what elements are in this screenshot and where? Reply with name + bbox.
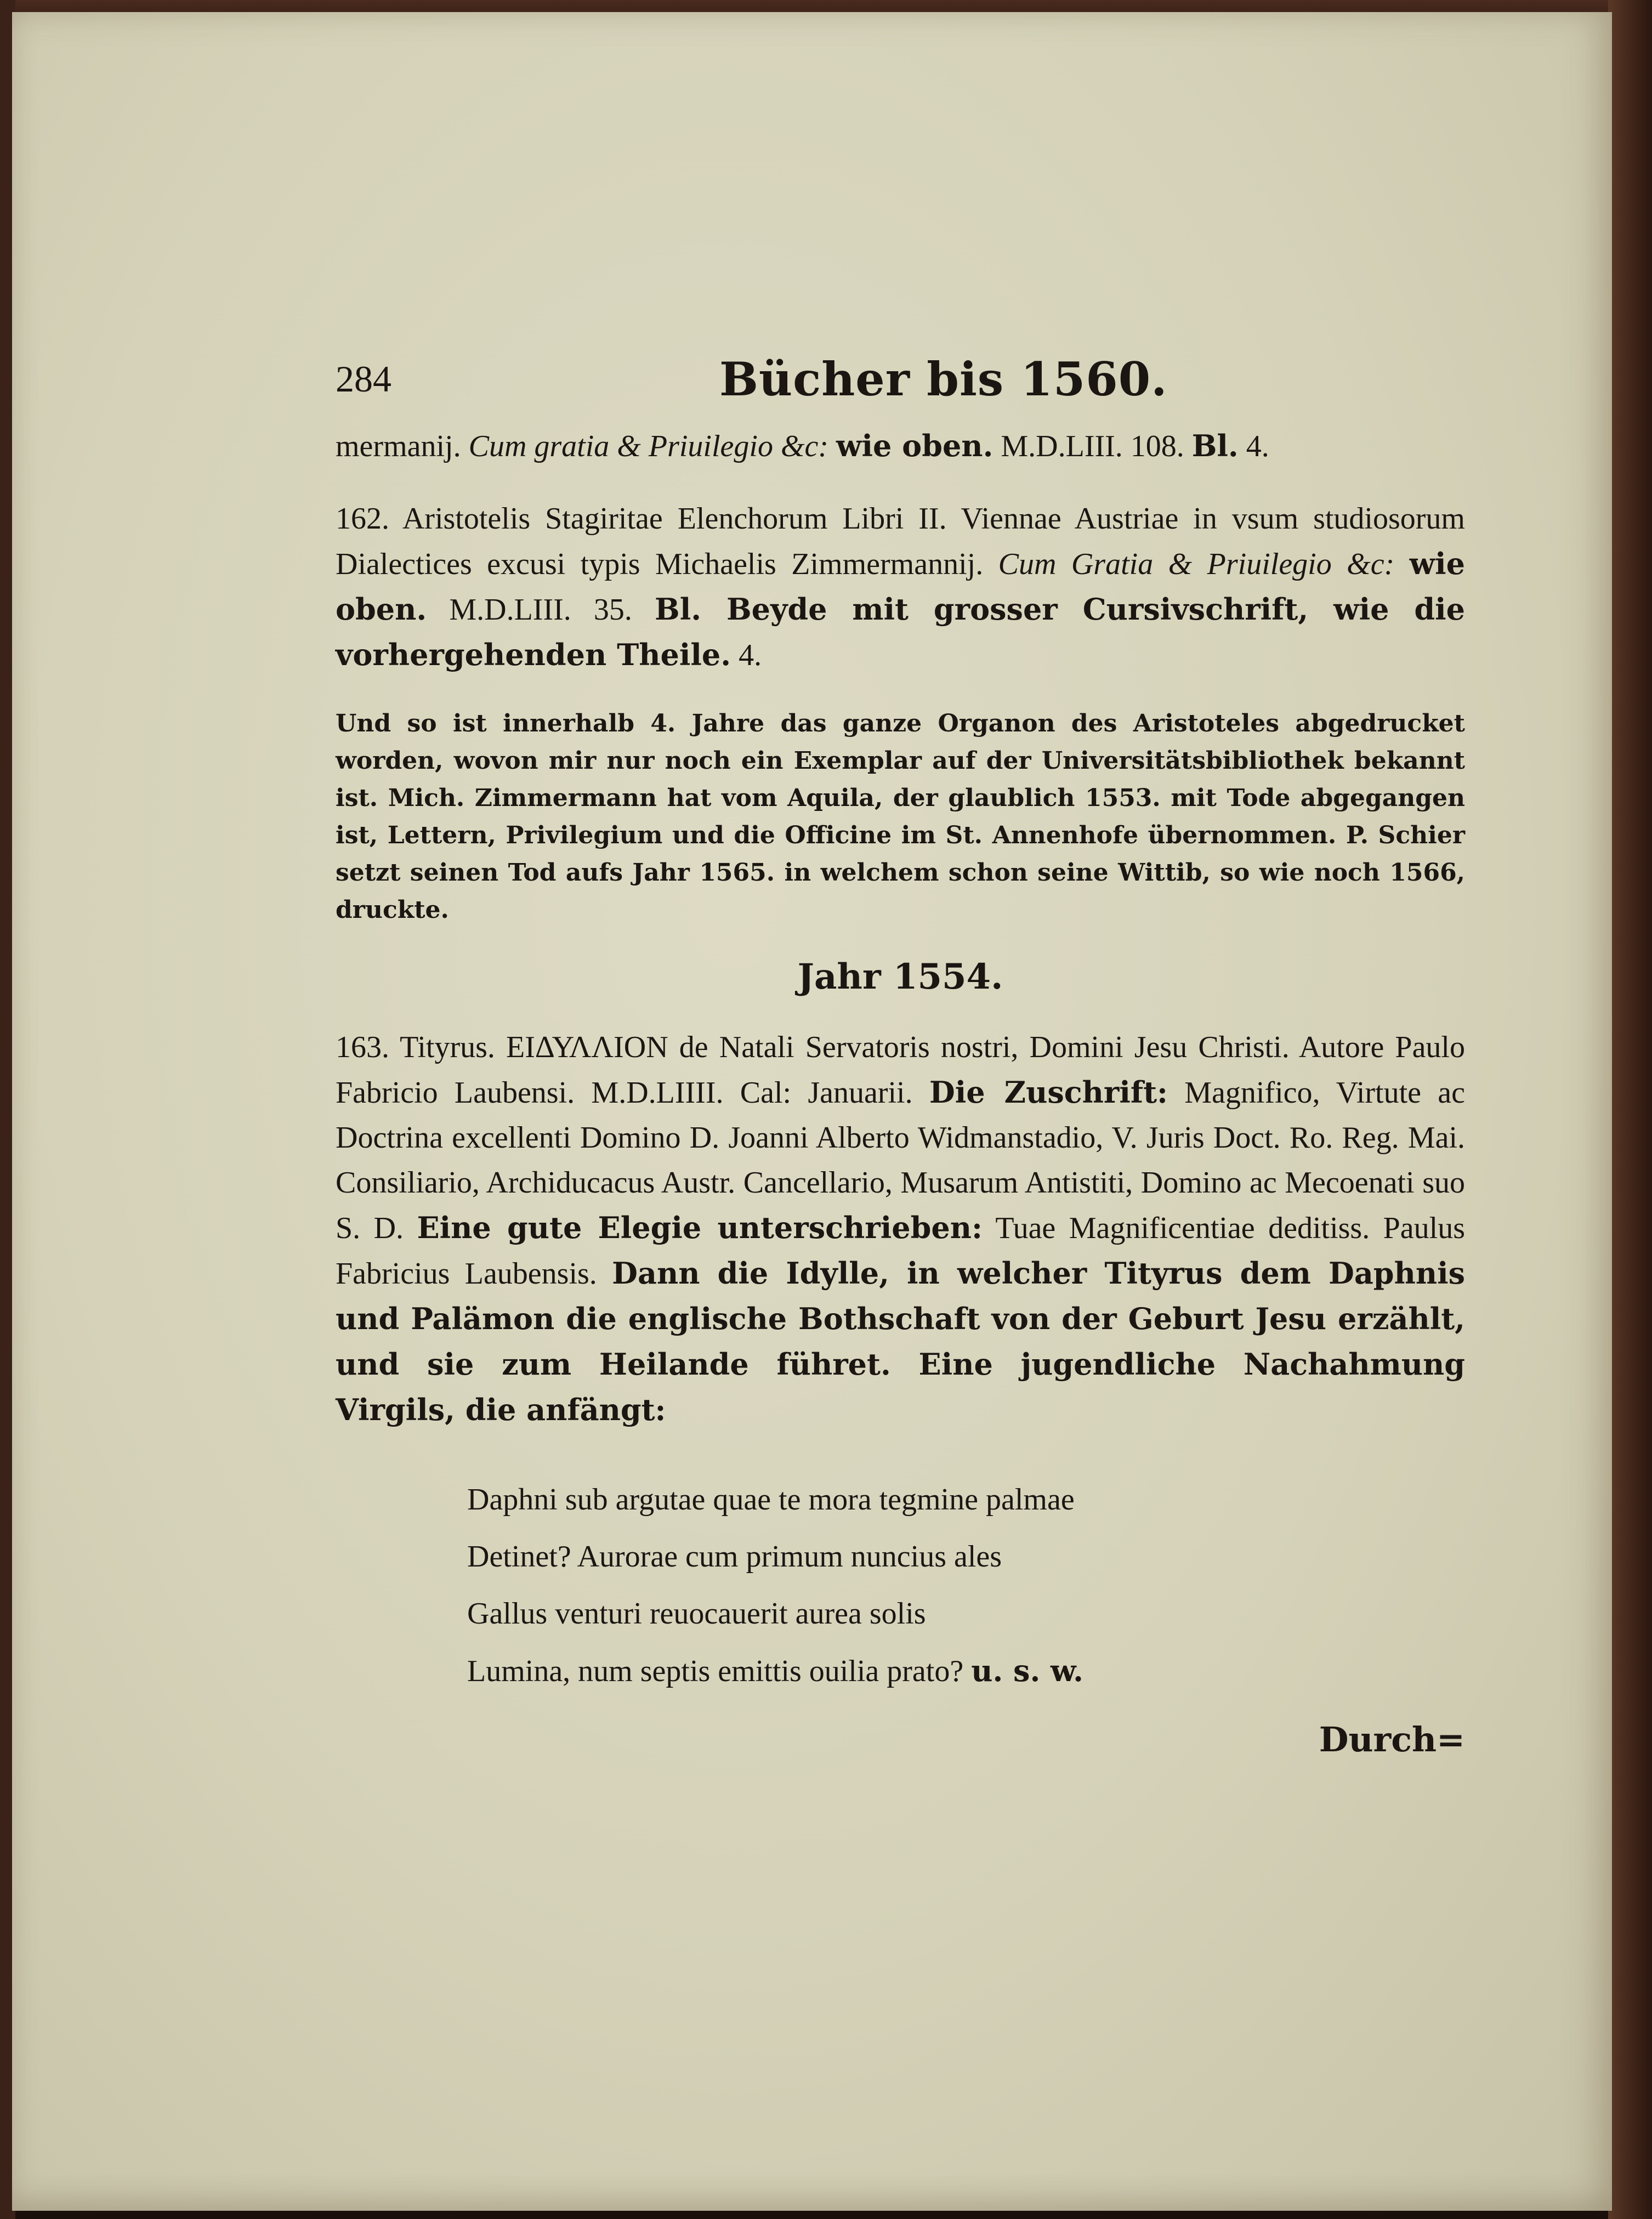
fraktur-run: Dann die Idylle, in welcher Tityrus dem Daphnis und Palämon die englische Bothschaft von der Geburt Jesu erzählt, und sie zum Heilande führet. Eine jugendliche Nachahmung Virgils, die anfängt: <box>336 1256 1466 1427</box>
fraktur-run: Bl. <box>1191 428 1239 463</box>
year-heading: Jahr 1554. <box>797 956 1003 997</box>
fraktur-run: wie oben. <box>836 428 994 463</box>
text-run: 4. <box>1246 429 1269 463</box>
entry-163 <box>336 1025 1465 1433</box>
verse-line <box>336 1528 1465 1585</box>
text-run: Magnifico, Virtute ac Doctrina excellenti Domino D. Joanni Alberto Widmanstadio, V. Juris Doct. Ro. Reg. Mai. Consiliario, Archiducacus Austr. Cancellario, Musarum Antistiti, Domino ac Mecoenati suo S. D. <box>336 1076 1466 1245</box>
italic-run: Cum Gratia & Priuilegio &c: <box>998 547 1395 581</box>
verse-line <box>336 1471 1465 1528</box>
running-head: Bücher bis 1560. <box>719 352 1168 406</box>
verse-line <box>336 1585 1465 1642</box>
verse-text: Detinet? Aurorae cum primum nuncius ales <box>467 1540 1002 1574</box>
text-run: 4. <box>739 638 762 672</box>
catchword: Durch= <box>1319 1719 1465 1760</box>
text-run: 163. Tityrus. ΕΙΔΥΛΛΙΟΝ de Natali Servatoris nostri, Domini Jesu Christi. Autore Paulo Fabricio Laubensi. M.D.LIIII. Cal: Januarii. <box>336 1030 1465 1110</box>
page-header <box>336 347 1465 423</box>
fraktur-run: Die Zuschrift: <box>929 1075 1168 1110</box>
text-run: M.D.LIII. 35. <box>449 593 632 627</box>
book-page <box>12 12 1612 2211</box>
page-number: 284 <box>336 358 391 400</box>
book-spine-right <box>1608 0 1652 2219</box>
verse-block <box>336 1471 1465 1700</box>
verse-text: Gallus venturi reuocauerit aurea solis <box>467 1597 926 1631</box>
text-run: 162. Aristotelis Stagiritae Elenchorum Libri II. Viennae Austriae in vsum studiosorum Dialectices excusi typis Michaelis Zimmermannij. <box>336 502 1465 581</box>
fraktur-run: Bl. Beyde mit grosser Cursivschrift, wie die vorhergehenden Theile. <box>336 592 1466 672</box>
paragraph-continuation <box>336 423 1465 469</box>
page-text-block <box>336 347 1465 1760</box>
verse-line <box>336 1642 1465 1700</box>
entry-162 <box>336 496 1465 678</box>
text-run: Tuae Magnificentiae deditiss. Paulus Fabricius Laubensis. <box>336 1211 1466 1291</box>
text-run: M.D.LIII. 108. <box>1001 429 1184 463</box>
fraktur-run: Eine gute Elegie unterschrieben: <box>417 1210 983 1245</box>
italic-run: Cum gratia & Priuilegio &c: <box>468 429 829 463</box>
fraktur-run: wie oben. <box>336 546 1466 627</box>
text-run: mermanij. <box>336 429 461 463</box>
verse-text: Daphni sub argutae quae te mora tegmine palmae <box>467 1483 1075 1517</box>
verse-text: Lumina, num septis emittis ouilia prato? <box>467 1654 964 1688</box>
verse-tail: u. s. w. <box>971 1653 1083 1688</box>
commentary-note: Und so ist innerhalb 4. Jahre das ganze Organon des Aristoteles abgedrucket worden, wovon mir nur noch ein Exemplar auf der Universitätsbibliothek bekannt ist. Mich. Zimmermann hat vom Aquila, der glaublich 1553. mit Tode abgegangen ist, Lettern, Privilegium und die Officine im St. Annenhofe übernommen. P. Schier setzt seinen Tod aufs Jahr 1565. in welchem schon seine Wittib, so wie noch 1566, druckte. <box>336 710 1465 924</box>
